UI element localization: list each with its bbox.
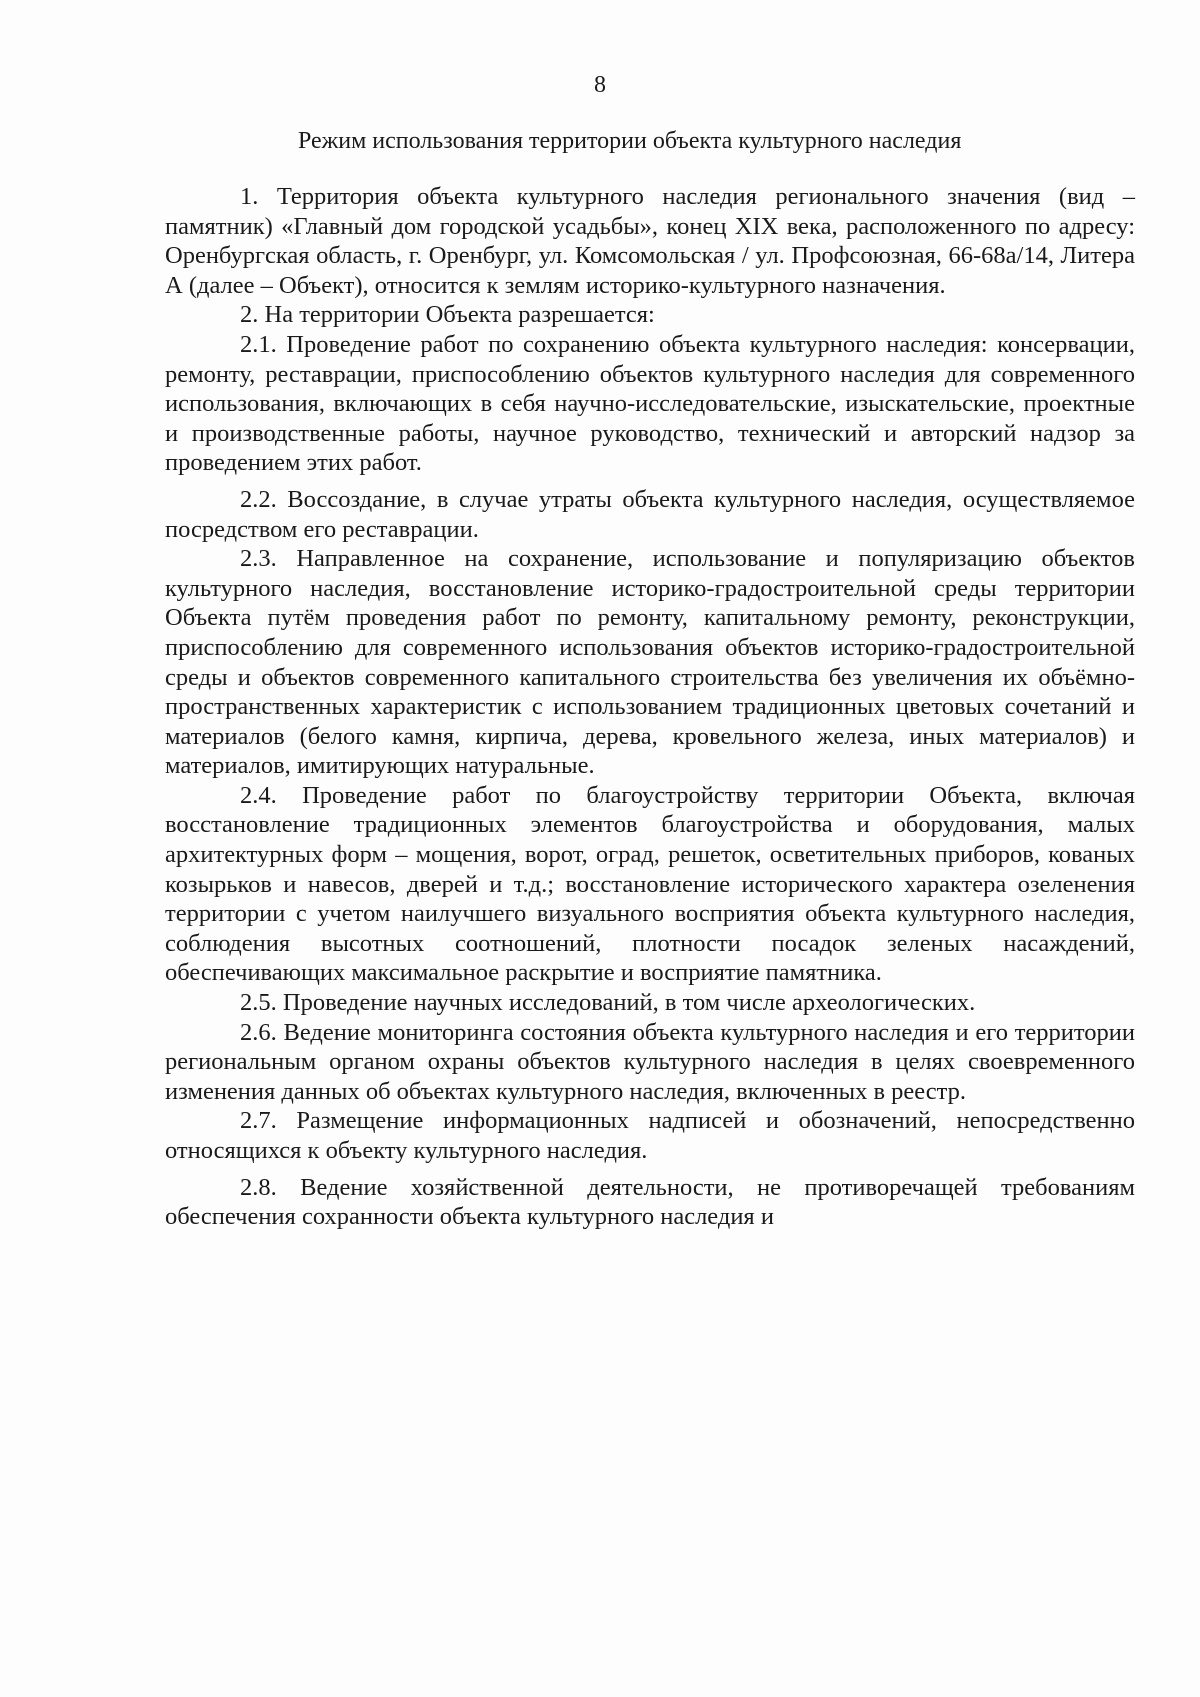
document-body — [165, 182, 1135, 1232]
paragraph-2-4: 2.4. Проведение работ по благоустройству территории Объекта, включая восстановление традиционных элементов благоустройства и оборудования, малых архитектурных форм – мощения, ворот, оград, решеток, осветительных приборов, кованых козырьков и навесов, дверей и т.д.; восстановление исторического характера озеленения территории с учетом наилучшего визуального восприятия объекта культурного наследия, соблюдения высотных соотношений, плотности посадок зеленых насаждений, обеспечивающих максимальное раскрытие и восприятие памятника. — [165, 781, 1135, 987]
paragraph-1: 1. Территория объекта культурного наследия регионального значения (вид – памятник) «Главный дом городской усадьбы», конец XIX века, расположенного по адресу: Оренбургская область, г. Оренбург, ул. Комсомольская / ул. Профсоюзная, 66-68а/14, Литера А (далее – Объект), относится к землям историко-культурного назначения. — [165, 183, 1135, 299]
paragraph-2-1: 2.1. Проведение работ по сохранению объекта культурного наследия: консервации, ремонту, реставрации, приспособлению объектов культурного наследия для современного использования, включающих в себя научно-исследовательские, изыскательские, проектные и производственные работы, научное руководство, технический и авторский надзор за проведением этих работ. — [165, 330, 1135, 477]
page-number: 8 — [594, 72, 606, 98]
paragraph-2-6: 2.6. Ведение мониторинга состояния объекта культурного наследия и его территории региональным органом охраны объектов культурного наследия в целях своевременного изменения данных об объектах культурного наследия, включенных в реестр. — [165, 1018, 1135, 1105]
document-title: Режим использования территории объекта культурного наследия — [298, 128, 962, 154]
paragraph-2-7: 2.7. Размещение информационных надписей и обозначений, непосредственно относящихся к объекту культурного наследия. — [165, 1107, 1135, 1164]
paragraph-2-8: 2.8. Ведение хозяйственной деятельности, не противоречащей требованиям обеспечения сохранности объекта культурного наследия и — [165, 1173, 1135, 1231]
paragraph-2: 2. На территории Объекта разрешается: — [240, 301, 655, 329]
paragraph-2-3: 2.3. Направленное на сохранение, использование и популяризацию объектов культурного наследия, восстановление историко-градостроительной среды территории Объекта путём проведения работ по ремонту, капитальному ремонту, реконструкции, приспособлению для современного использования объектов историко-градостроительной среды и объектов современного капитального строительства без увеличения их объёмно-пространственных характеристик с использованием традиционных цветовых сочетаний и материалов (белого камня, кирпича, дерева, кровельного железа, иных материалов) и материалов, имитирующих натуральные. — [165, 545, 1135, 780]
paragraph-2-5: 2.5. Проведение научных исследований, в том числе археологических. — [240, 989, 976, 1017]
paragraph-2-2: 2.2. Воссоздание, в случае утраты объекта культурного наследия, осуществляемое посредством его реставрации. — [165, 485, 1135, 543]
